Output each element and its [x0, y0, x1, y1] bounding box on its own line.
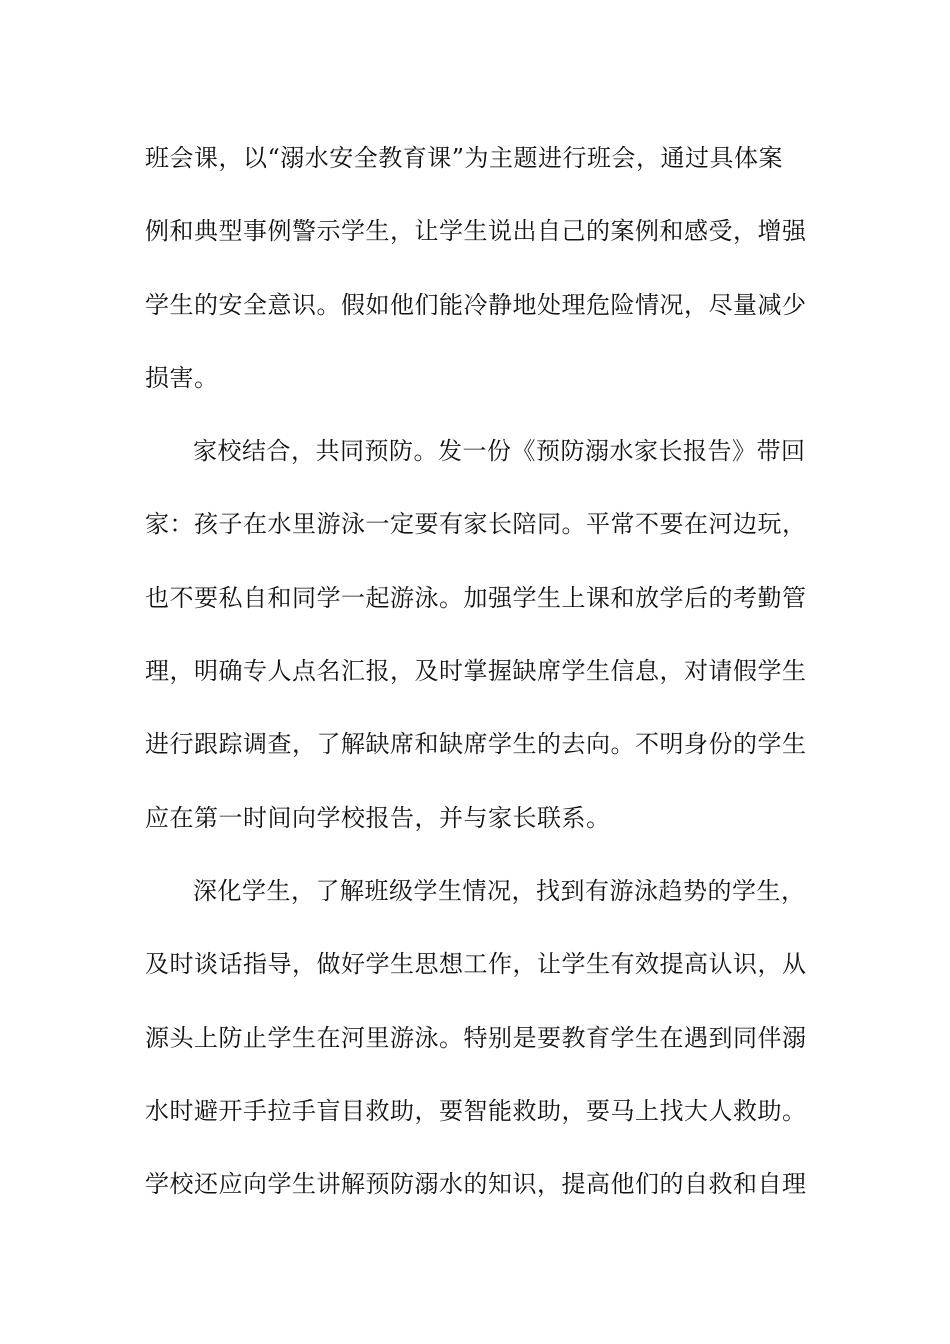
text-line: 家：孩子在水里游泳一定要有家长陪同。平常不要在河边玩， [145, 510, 807, 539]
text-line: 理，明确专人点名汇报，及时掌握缺席学生信息，对请假学生 [145, 657, 807, 686]
text-line: 学生的安全意识。假如他们能冷静地处理危险情况，尽量减少 [145, 290, 807, 319]
text-line: 学校还应向学生讲解预防溺水的知识，提高他们的自救和自理 [145, 1170, 807, 1199]
text-line: 班会课，以“溺水安全教育课”为主题进行班会，通过具体案 [145, 144, 784, 172]
document-body [145, 122, 807, 1221]
text-line: 应在第一时间向学校报告，并与家长联系。 [145, 803, 611, 832]
paragraph-start-line: 深化学生，了解班级学生情况，找到有游泳趋势的学生， [193, 876, 806, 905]
text-line: 进行跟踪调查，了解缺席和缺席学生的去向。不明身份的学生 [145, 730, 807, 759]
text-line: 源头上防止学生在河里游泳。特别是要教育学生在遇到同伴溺 [145, 1023, 807, 1052]
text-line: 损害。 [145, 363, 219, 392]
text-line: 水时避开手拉手盲目救助，要智能救助，要马上找大人救助。 [145, 1096, 807, 1125]
paragraph-start-line: 家校结合，共同预防。发一份《预防溺水家长报告》带回 [193, 437, 806, 466]
text-line: 及时谈话指导，做好学生思想工作，让学生有效提高认识，从 [145, 950, 807, 979]
text-line: 也不要私自和同学一起游泳。加强学生上课和放学后的考勤管 [145, 583, 807, 612]
text-line: 例和典型事例警示学生，让学生说出自己的案例和感受，增强 [145, 217, 807, 246]
